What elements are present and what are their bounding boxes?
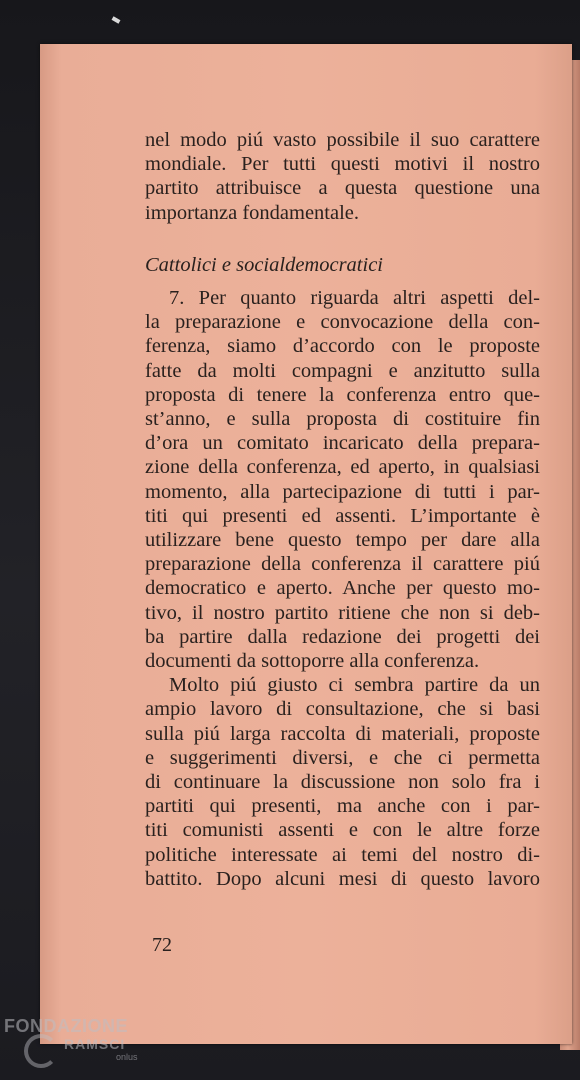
text-line: 7. Per quanto riguarda altri aspetti del-	[169, 287, 540, 310]
text-line: mondiale. Per tutti questi motivi il nostro	[145, 153, 540, 176]
text-line: partiti qui presenti, ma anche con i par-	[145, 795, 540, 818]
page-text	[145, 128, 540, 891]
text-line: Molto piú giusto ci sembra partire da un	[169, 674, 540, 697]
text-line: politiche interessate ai temi del nostro di-	[145, 843, 540, 866]
watermark-g-icon	[24, 1034, 58, 1068]
paragraph-intro	[145, 128, 540, 225]
text-line: sulla piú larga raccolta di materiali, proposte	[145, 722, 540, 745]
text-line: titi qui presenti ed assenti. L’importante è	[145, 504, 540, 527]
scan-artifact	[112, 16, 121, 23]
text-line: d’ora un comitato incaricato della prepara-	[145, 432, 540, 455]
text-line: documenti da sottoporre alla conferenza.	[145, 650, 480, 673]
paragraph-7	[145, 286, 540, 673]
text-line: ba partire dalla redazione dei progetti dei	[145, 625, 540, 648]
text-line: zione della conferenza, ed aperto, in qualsiasi	[145, 456, 540, 479]
paragraph-next	[145, 673, 540, 891]
text-line: la preparazione e convocazione della con-	[145, 311, 540, 334]
text-line: importanza fondamentale.	[145, 201, 360, 224]
text-line: e suggerimenti diversi, e che ci permetta	[145, 746, 540, 769]
text-line: di continuare la discussione non solo fra i	[145, 771, 540, 794]
text-line: titi comunisti assenti e con le altre forze	[145, 819, 540, 842]
section-heading: Cattolici e socialdemocratici	[145, 253, 383, 276]
text-line: preparazione della conferenza il carattere piú	[145, 553, 540, 576]
text-line: st’anno, e sulla proposta di costituire fin	[145, 408, 540, 431]
watermark-line: FONDAZIONE	[4, 1016, 128, 1036]
text-line: battito. Dopo alcuni mesi di questo lavoro	[145, 867, 540, 890]
text-line: ferenza, siamo d’accordo con le proposte	[145, 335, 540, 358]
watermark-line: onlus	[116, 1052, 138, 1062]
text-line: nel modo piú vasto possibile il suo carattere	[145, 129, 540, 151]
text-line: proposta di tenere la conferenza entro que-	[145, 383, 540, 406]
text-line: momento, alla partecipazione di tutti i par-	[145, 480, 540, 503]
text-line: utilizzare bene questo tempo per dare alla	[145, 529, 540, 552]
watermark-line: RAMSCI	[64, 1036, 126, 1052]
page-number: 72	[152, 934, 172, 956]
text-line: democratico e aperto. Anche per questo mo-	[145, 577, 540, 600]
text-line: ampio lavoro di consultazione, che si basi	[145, 698, 540, 721]
watermark-logo	[4, 1016, 138, 1062]
text-line: partito attribuisce a questa questione una	[145, 177, 540, 200]
text-line: fatte da molti compagni e anzitutto sulla	[145, 359, 540, 382]
text-line: tivo, il nostro partito ritiene che non si deb-	[145, 601, 540, 624]
